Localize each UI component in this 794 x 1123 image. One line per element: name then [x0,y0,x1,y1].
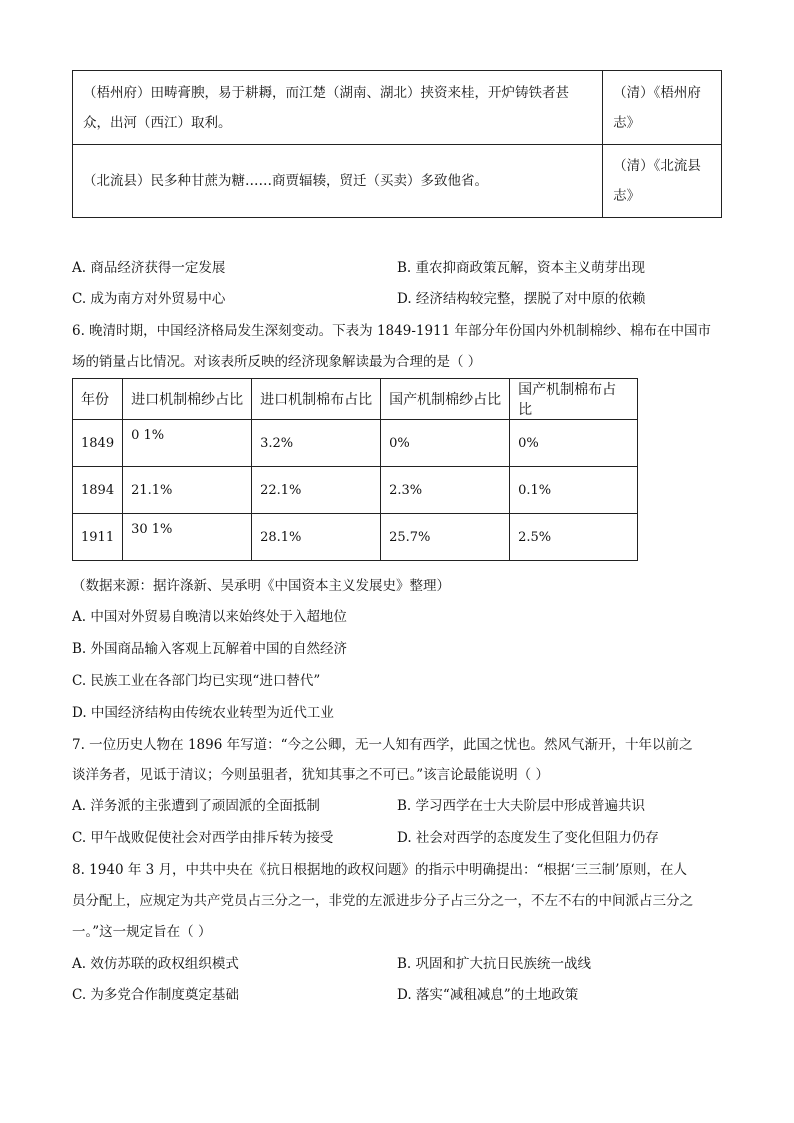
source-citation-cell [603,145,722,218]
table-row [73,71,722,145]
header-year: 年份 [73,379,123,420]
table-header-row [73,379,638,420]
q6-stem-line: 场的销量占比情况。对该表所反映的经济现象解读最为合理的是（ ） [72,354,482,370]
q7-option-c[interactable]: C. 甲午战败促使社会对西学由排斥转为接受 [72,830,334,846]
cell-import-yarn: 21.1% [123,467,252,514]
cell-value: 30 1% [131,521,173,537]
q8-option-b[interactable]: B. 巩固和扩大抗日民族统一战线 [397,956,592,972]
q6-stem-line: 6. 晚清时期，中国经济格局发生深刻变动。下表为 1849-1911 年部分年份国内外机制棉纱、棉布在中国市 [72,323,712,339]
cell-import-cloth: 22.1% [252,467,381,514]
q8-option-a[interactable]: A. 效仿苏联的政权组织模式 [72,956,239,972]
table-row [73,467,638,514]
cell-import-yarn [123,420,252,467]
q8-stem-line: 8. 1940 年 3 月，中共中央在《抗日根据地的政权问题》的指示中明确提出：“根据‘三三制’原则，在人 [72,862,687,878]
source-text-cell [73,71,603,145]
q5-option-a[interactable]: A. 商品经济获得一定发展 [72,260,226,276]
cotton-share-table [72,378,638,561]
citation-line: 志》 [613,188,641,204]
source-citation-cell [603,71,722,145]
q6-option-b[interactable]: B. 外国商品输入客观上瓦解着中国的自然经济 [72,641,348,657]
cell-domestic-yarn: 0% [381,420,510,467]
cell-import-cloth: 28.1% [252,514,381,561]
q7-option-b[interactable]: B. 学习西学在士大夫阶层中形成普遍共识 [397,798,646,814]
source-text-line: （梧州府）田畴膏腴，易于耕耨，而江楚（湖南、湖北）挟资来桂，开炉铸铁者甚 [83,84,569,101]
citation-line: 志》 [613,114,641,131]
q7-option-d[interactable]: D. 社会对西学的态度发生了变化但阻力仍存 [397,830,659,846]
q6-option-c[interactable]: C. 民族工业在各部门均已实现“进口替代” [72,673,321,689]
cell-import-yarn [123,514,252,561]
cell-year: 1894 [73,467,123,514]
table-row [73,514,638,561]
citation-line: （清）《梧州府 [613,84,701,101]
q8-option-c[interactable]: C. 为多党合作制度奠定基础 [72,987,239,1003]
header-import-yarn: 进口机制棉纱占比 [123,379,252,420]
q8-option-d[interactable]: D. 落实“减租减息”的土地政策 [397,987,579,1003]
table-row [73,420,638,467]
q7-option-a[interactable]: A. 洋务派的主张遭到了顽固派的全面抵制 [72,798,320,814]
header-import-cloth: 进口机制棉布占比 [252,379,381,420]
cell-year: 1849 [73,420,123,467]
source-text-line: （北流县）民多种甘蔗为糖……商贾辐辏，贸迁（买卖）多致他省。 [83,173,488,189]
q8-stem-line: 一。”这一规定旨在（ ） [72,924,212,940]
q5-option-b[interactable]: B. 重农抑商政策瓦解，资本主义萌芽出现 [397,260,646,276]
q7-stem-line: 7. 一位历史人物在 1896 年写道：“今之公卿，无一人知有西学，此国之忧也。然风气渐开，十年以前之 [72,737,693,753]
source-table [72,70,722,218]
cell-domestic-yarn: 2.3% [381,467,510,514]
q5-option-c[interactable]: C. 成为南方对外贸易中心 [72,291,226,307]
header-domestic-yarn: 国产机制棉纱占比 [381,379,510,420]
table-row [73,145,722,218]
cell-domestic-cloth: 2.5% [510,514,638,561]
q7-stem-line: 谈洋务者，见诋于清议；今则虽驵者，犹知其事之不可已。”该言论最能说明（ ） [72,767,549,783]
q6-option-d[interactable]: D. 中国经济结构由传统农业转型为近代工业 [72,705,334,721]
cell-domestic-cloth: 0% [510,420,638,467]
q5-option-d[interactable]: D. 经济结构较完整，摆脱了对中原的依赖 [397,291,646,307]
cell-domestic-yarn: 25.7% [381,514,510,561]
cell-import-cloth: 3.2% [252,420,381,467]
source-text-line: 众，出河（西江）取利。 [83,114,232,131]
cell-year: 1911 [73,514,123,561]
q8-stem-line: 员分配上，应规定为共产党员占三分之一，非党的左派进步分子占三分之一，不左不右的中间派占三分之 [72,893,693,909]
q6-source-note: （数据来源：据许涤新、吴承明《中国资本主义发展史》整理） [72,578,450,594]
cell-value: 0 1% [131,427,165,443]
citation-line: （清）《北流县 [613,158,701,174]
cell-domestic-cloth: 0.1% [510,467,638,514]
q6-option-a[interactable]: A. 中国对外贸易自晚清以来始终处于入超地位 [72,609,347,625]
header-domestic-cloth: 国产机制棉布占比 [510,379,638,420]
source-text-cell [73,145,603,218]
